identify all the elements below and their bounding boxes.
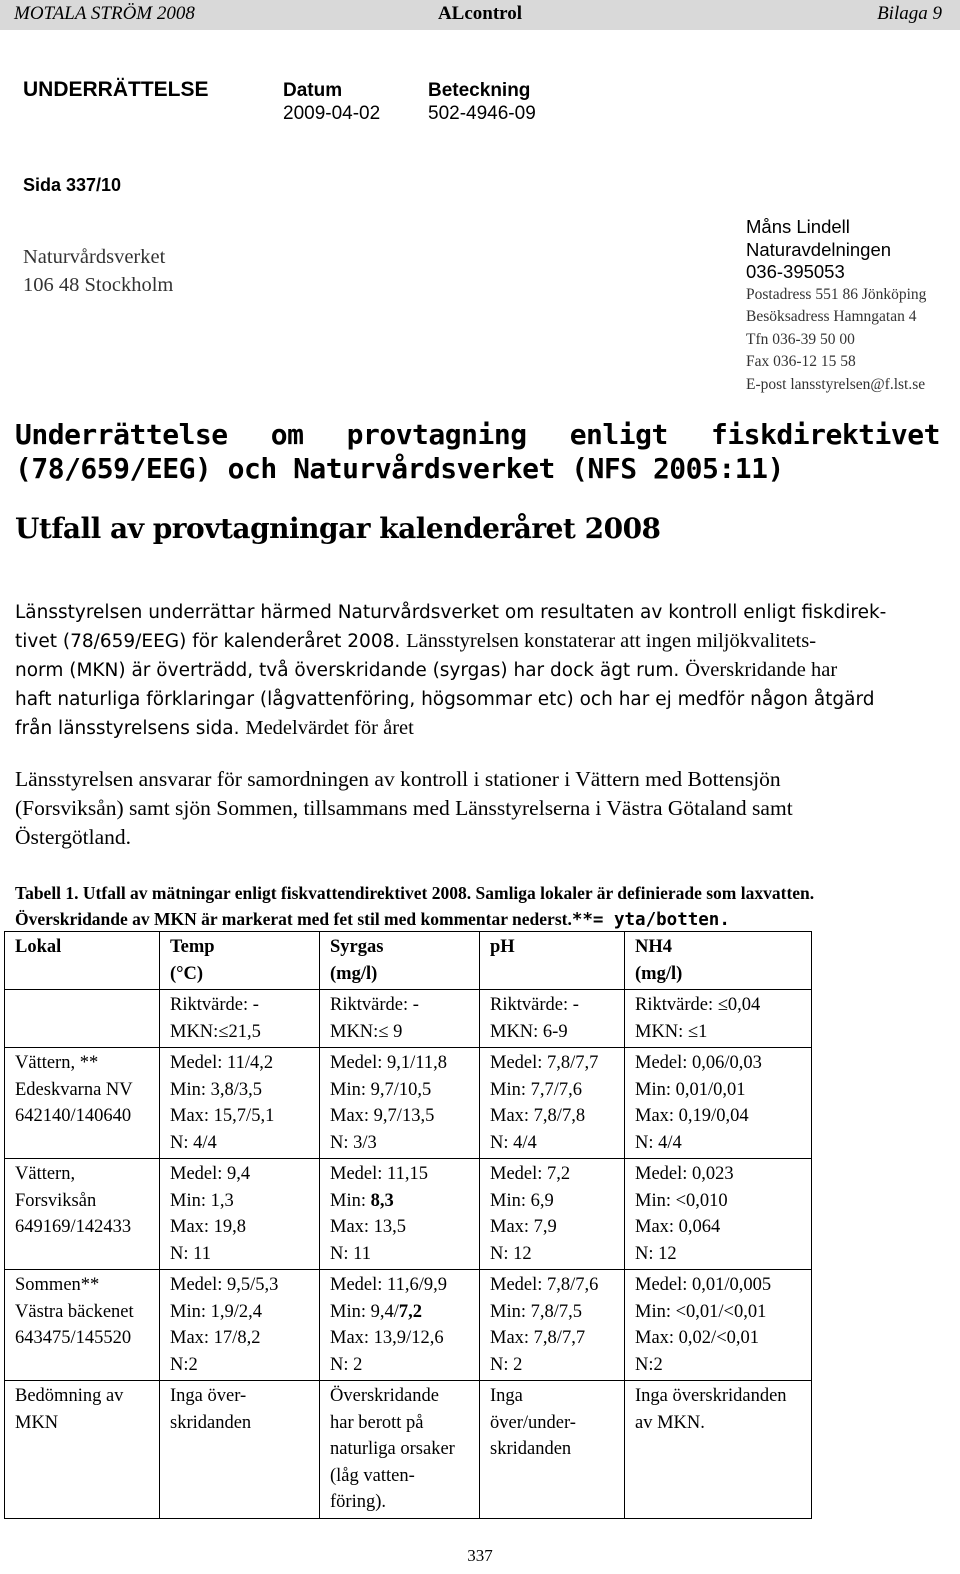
cell-line: Medel: 9,4	[170, 1164, 251, 1184]
cell-line: (°C)	[170, 963, 204, 984]
cell-text: Min:	[330, 1190, 371, 1211]
cell-line: Min: 3,8/3,5	[170, 1079, 262, 1100]
title-word: fiskdirektivet	[710, 418, 940, 451]
table-assessment-row	[5, 1381, 812, 1519]
cell-line: Max: 0,064	[635, 1217, 721, 1237]
exceedance-value: 8,3	[370, 1190, 394, 1211]
header-temp	[160, 932, 320, 990]
cell-line: N: 11	[170, 1243, 211, 1264]
table-cell	[160, 1048, 320, 1159]
cell-line: skridanden	[490, 1439, 572, 1459]
cell-line	[330, 1188, 473, 1215]
caption-line	[15, 906, 945, 933]
cell-line: Max: 17/8,2	[170, 1328, 261, 1348]
table-cell	[320, 1270, 480, 1381]
table-cell	[160, 1381, 320, 1519]
table-cell	[480, 1270, 625, 1381]
para-line: Länsstyrelsen underrättar härmed Naturvårdsverket om resultaten av kontroll enligt fiskdirek-	[15, 602, 887, 623]
cell-line: N: 4/4	[170, 1132, 217, 1153]
cell-line: Max: 15,7/5,1	[170, 1106, 275, 1126]
para-text: från länsstyrelsens sida.	[15, 718, 240, 739]
title-word: Underrättelse	[15, 418, 228, 451]
table-cell	[160, 1159, 320, 1270]
cell-line: över/under-	[490, 1412, 576, 1433]
cell-line: Inga	[490, 1386, 523, 1406]
header-report-name: MOTALA STRÖM 2008	[14, 3, 195, 24]
paragraph-coordination	[15, 765, 930, 852]
cell-line: Medel: 0,023	[635, 1164, 734, 1184]
cell-line: Lokal	[15, 937, 62, 957]
sender-visit: Besöksadress Hamngatan 4	[746, 308, 917, 325]
cell-line: (mg/l)	[635, 963, 683, 984]
caption-line: Tabell 1. Utfall av mätningar enligt fiskvattendirektivet 2008. Samliga lokaler är definierade som laxvatten.	[15, 883, 815, 903]
cell-line: Medel: 7,8/7,7	[490, 1053, 599, 1073]
table-caption	[15, 880, 945, 933]
cell-line: 649169/142433	[15, 1217, 132, 1237]
title-word: provtagning	[346, 418, 527, 451]
cell-line: naturliga orsaker	[330, 1439, 455, 1459]
caption-text: Överskridande av MKN är markerat med fet stil med kommentar nederst.	[15, 909, 572, 929]
para-line: haft naturliga förklaringar (lågvattenföring, högsommar etc) och har ej medför någon åtgärd	[15, 689, 875, 710]
para-line	[15, 627, 930, 656]
table-cell	[5, 1381, 160, 1519]
sender-department: Naturavdelningen	[746, 238, 892, 260]
cell-line: Min: 1,9/2,4	[170, 1301, 262, 1322]
cell-line: Min: 9,7/10,5	[330, 1079, 432, 1100]
cell-line	[330, 1299, 473, 1326]
table-cell	[480, 1159, 625, 1270]
cell-line: N: 4/4	[635, 1132, 682, 1153]
cell-line: Vättern,	[15, 1164, 76, 1184]
cell-line: Inga över-	[170, 1386, 247, 1406]
table-cell	[320, 1381, 480, 1519]
para-text: norm (MKN) är överträdd, två överskridande (syrgas) har dock ägt rum.	[15, 660, 680, 681]
page-number: 337	[467, 1546, 493, 1565]
cell-line: Riktvärde: -	[490, 995, 579, 1015]
cell-line: 643475/145520	[15, 1328, 132, 1348]
paragraph-intro	[15, 598, 930, 743]
cell-line: N: 2	[490, 1354, 523, 1375]
cell-line: Min: 6,9	[490, 1190, 554, 1211]
header-lab-name: ALcontrol	[437, 3, 523, 24]
cell-line: pH	[490, 937, 515, 957]
cell-line: MKN	[15, 1412, 59, 1433]
cell-line: Max: 7,8/7,7	[490, 1328, 586, 1348]
sender-email: E-post lansstyrelsen@f.lst.se	[746, 375, 926, 393]
exceedance-value: 7,2	[398, 1301, 422, 1322]
sender-tel: Tfn 036-39 50 00	[746, 330, 855, 348]
cell-line: Medel: 7,2	[490, 1164, 571, 1184]
recipient-line: 106 48 Stockholm	[23, 274, 174, 296]
header-nh4	[625, 932, 812, 990]
table-cell	[5, 990, 160, 1048]
cell-line: Max: 13,9/12,6	[330, 1328, 444, 1348]
beteckning-label: Beteckning	[428, 80, 531, 101]
cell-line: Sommen**	[15, 1275, 100, 1295]
cell-line: (mg/l)	[330, 963, 378, 984]
header-appendix: Bilaga 9	[877, 3, 942, 24]
cell-line: N:2	[170, 1354, 198, 1375]
para-line	[15, 656, 930, 685]
cell-line: skridanden	[170, 1412, 252, 1433]
cell-line: Medel: 11,15	[330, 1164, 428, 1184]
cell-line: Min: 0,01/0,01	[635, 1079, 746, 1100]
sender-postal: Postadress 551 86 Jönköping	[746, 285, 927, 303]
cell-line: Västra bäckenet	[15, 1301, 134, 1322]
header-lokal	[5, 932, 160, 990]
cell-line: Min: 7,8/7,5	[490, 1301, 582, 1322]
datum-label: Datum	[283, 80, 343, 101]
cell-line: N: 4/4	[490, 1132, 537, 1153]
table-cell	[5, 1048, 160, 1159]
sender-block	[746, 216, 926, 396]
document-title	[15, 418, 940, 486]
table-cell	[625, 1159, 812, 1270]
document-subtitle: Utfall av provtagningar kalenderåret 2008	[15, 512, 661, 545]
cell-line: Riktvärde: -	[330, 995, 419, 1015]
cell-line: N: 11	[330, 1243, 371, 1264]
para-text: tivet (78/659/EEG) för kalenderåret 2008.	[15, 631, 401, 652]
cell-line: Max: 0,19/0,04	[635, 1106, 749, 1126]
cell-line: har berott på	[330, 1412, 424, 1433]
table-cell	[625, 990, 812, 1048]
datum-value: 2009-04-02	[283, 103, 381, 124]
table-cell	[320, 1048, 480, 1159]
cell-line: Vättern, **	[15, 1053, 99, 1073]
sender-phone: 036-395053	[746, 261, 845, 282]
cell-line: Max: 9,7/13,5	[330, 1106, 435, 1126]
cell-line: Inga överskridanden	[635, 1386, 787, 1406]
para-text: Medelvärdet för året	[245, 717, 414, 739]
cell-line: Min: 1,3	[170, 1190, 234, 1211]
para-line: (Forsviksån) samt sjön Sommen, tillsammans med Länsstyrelserna i Västra Götaland samt	[15, 796, 793, 820]
title-line-2: (78/659/EEG) och Naturvårdsverket (NFS 2005:11)	[15, 452, 784, 485]
cell-line: Bedömning av	[15, 1386, 124, 1406]
cell-line: Forsviksån	[15, 1190, 97, 1211]
cell-line: N: 12	[635, 1243, 677, 1264]
cell-line: Medel: 9,1/11,8	[330, 1053, 447, 1073]
cell-line: Medel: 11/4,2	[170, 1053, 274, 1073]
table-cell	[480, 1381, 625, 1519]
title-word: enligt	[569, 418, 668, 451]
table-cell	[160, 990, 320, 1048]
cell-line: 642140/140640	[15, 1106, 132, 1126]
cell-line: Syrgas	[330, 937, 384, 957]
table-cell	[480, 1048, 625, 1159]
header-ph	[480, 932, 625, 990]
cell-line: Riktvärde: ≤0,04	[635, 995, 761, 1015]
para-text: Länsstyrelsen konstaterar att ingen miljökvalitets-	[406, 630, 817, 652]
cell-line: (låg vatten-	[330, 1465, 415, 1486]
cell-line: Medel: 0,01/0,005	[635, 1275, 772, 1295]
table-header-row	[5, 932, 812, 990]
table-guideline-row	[5, 990, 812, 1048]
table-cell	[5, 1270, 160, 1381]
table-cell	[160, 1270, 320, 1381]
cell-line: Medel: 11,6/9,9	[330, 1275, 447, 1295]
table-row	[5, 1159, 812, 1270]
title-line-1	[15, 418, 940, 452]
cell-line: MKN: ≤1	[635, 1021, 708, 1042]
cell-line: av MKN.	[635, 1412, 705, 1433]
cell-line: Medel: 7,8/7,6	[490, 1275, 599, 1295]
recipient-address	[23, 243, 173, 299]
table-cell	[320, 990, 480, 1048]
table-cell	[625, 1048, 812, 1159]
cell-line: MKN:≤21,5	[170, 1021, 261, 1042]
cell-line: Max: 13,5	[330, 1217, 407, 1237]
cell-line: Överskridande	[330, 1386, 439, 1406]
beteckning-value: 502-4946-09	[428, 103, 536, 124]
notice-title: UNDERRÄTTELSE	[23, 78, 209, 101]
cell-line: Max: 0,02/<0,01	[635, 1328, 759, 1348]
cell-line: Medel: 0,06/0,03	[635, 1053, 762, 1073]
table-cell	[625, 1381, 812, 1519]
page-reference: Sida 337/10	[23, 175, 122, 195]
cell-text: Min: 9,4/	[330, 1301, 399, 1322]
table-cell	[5, 1159, 160, 1270]
cell-line: Max: 7,9	[490, 1217, 557, 1237]
cell-line: föring).	[330, 1492, 386, 1512]
table-row	[5, 1048, 812, 1159]
title-word: om	[270, 418, 304, 451]
para-line	[15, 714, 930, 743]
cell-line: Medel: 9,5/5,3	[170, 1275, 279, 1295]
para-line: Östergötland.	[15, 825, 132, 849]
results-table	[4, 931, 812, 1519]
para-line: Länsstyrelsen ansvarar för samordningen av kontroll i stationer i Vättern med Bottensjön	[15, 767, 781, 791]
cell-line: Min: <0,01/<0,01	[635, 1301, 767, 1322]
recipient-line: Naturvårdsverket	[23, 246, 166, 268]
cell-line: N: 12	[490, 1243, 532, 1264]
table-cell	[320, 1159, 480, 1270]
cell-line: Riktvärde: -	[170, 995, 259, 1015]
table-cell	[480, 990, 625, 1048]
cell-line: N: 3/3	[330, 1132, 377, 1153]
para-text: Överskridande har	[685, 659, 838, 681]
cell-line: NH4	[635, 937, 672, 957]
cell-line: Min: 7,7/7,6	[490, 1079, 582, 1100]
sender-name: Måns Lindell	[746, 216, 850, 237]
cell-line: MKN:≤ 9	[330, 1021, 403, 1042]
cell-line: N: 2	[330, 1354, 363, 1375]
table-cell	[625, 1270, 812, 1381]
cell-line: Edeskvarna NV	[15, 1079, 133, 1100]
table-row	[5, 1270, 812, 1381]
cell-line: Max: 19,8	[170, 1217, 247, 1237]
caption-text: **= yta/botten.	[571, 910, 730, 930]
cell-line: N:2	[635, 1354, 663, 1375]
cell-line: MKN: 6-9	[490, 1021, 568, 1042]
page-header	[0, 0, 960, 30]
cell-line: Min: <0,010	[635, 1190, 728, 1211]
sender-fax: Fax 036-12 15 58	[746, 353, 856, 370]
cell-line: Max: 7,8/7,8	[490, 1106, 586, 1126]
cell-line: Temp	[170, 937, 215, 957]
header-syrgas	[320, 932, 480, 990]
